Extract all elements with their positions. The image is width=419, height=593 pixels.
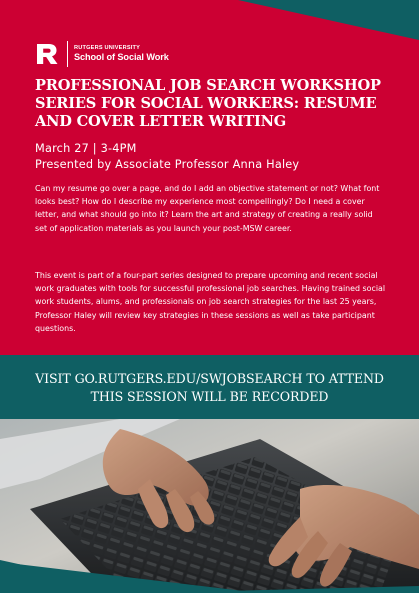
cta-visit-link[interactable]: VISIT GO.RUTGERS.EDU/SWJOBSEARCH TO ATTEND xyxy=(35,371,384,386)
cta-band xyxy=(0,355,419,419)
logo-text xyxy=(74,46,169,63)
event-presenter: Presented by Associate Professor Anna Haley xyxy=(35,158,300,171)
teal-corner-top xyxy=(0,0,419,40)
event-description-1: Can my resume go over a page, and do I add an objective statement or not? What font looks best? How do I describe my experience most compellingly? Do I need a cover letter, and what should go into it? Learn the art and strategy of creating a really solid set of application materials as you launch your post-MSW career. xyxy=(35,184,380,233)
rutgers-logo[interactable] xyxy=(34,41,169,67)
logo-divider xyxy=(67,41,68,67)
logo-school: School of Social Work xyxy=(74,52,169,63)
event-description-2: This event is part of a four-part series designed to prepare upcoming and recent social work graduates with tools for successful professional job searches. Having trained social work students, alums, and professionals on job search strategies for the last 25 years, Professor Haley will review key strategies in these sessions as well as take participant questions. xyxy=(35,271,386,333)
logo-university: RUTGERS UNIVERSITY xyxy=(74,44,141,51)
cta-recorded-note: THIS SESSION WILL BE RECORDED xyxy=(90,389,329,404)
event-date: March 27 | 3-4PM xyxy=(35,142,137,155)
teal-corner-bottom xyxy=(0,540,419,593)
event-title: PROFESSIONAL JOB SEARCH WORKSHOP SERIES FOR SOCIAL WORKERS: RESUME AND COVER LETTER WRITING xyxy=(35,77,381,130)
rutgers-r-logo-icon xyxy=(34,41,60,67)
